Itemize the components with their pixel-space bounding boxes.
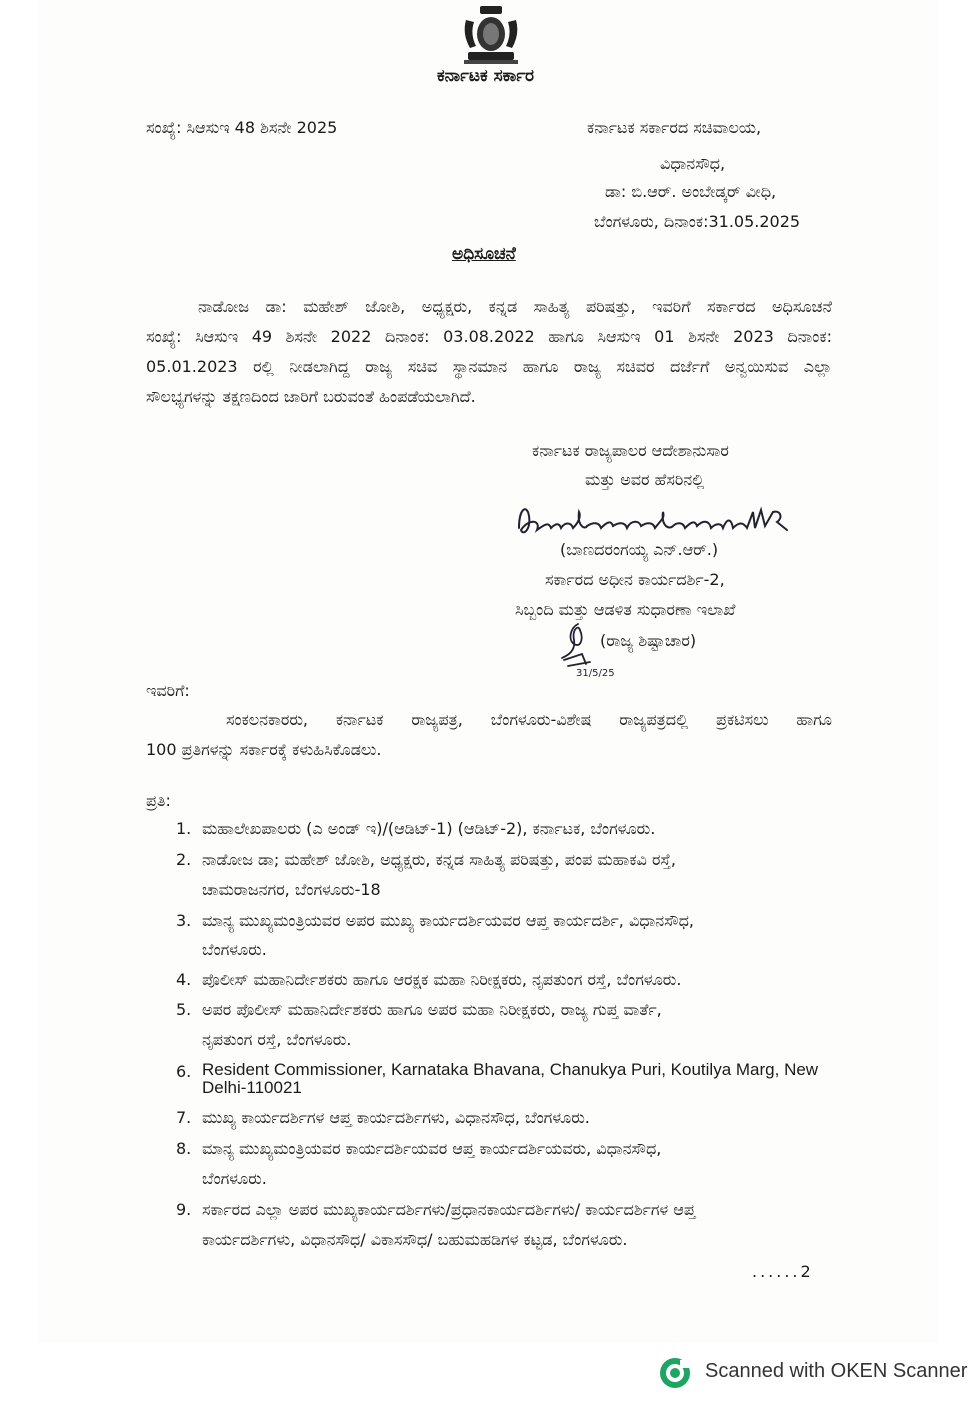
copy-item-line: ಸರ್ಕಾರದ ಎಲ್ಲಾ ಅಪರ ಮುಖ್ಯಕಾರ್ಯದರ್ಶಿಗಳು/ಪ್ರಧಾನಕಾರ್ಯದರ್ಶಿಗಳು/ ಕಾರ್ಯದರ್ಶಿಗಳ ಆಪ್ತ — [202, 1200, 696, 1219]
signature-image — [515, 498, 835, 542]
address-line-2: ವಿಧಾನಸೌಧ, — [660, 154, 726, 173]
copy-item-line: ಅಪರ ಪೊಲೀಸ್ ಮಹಾನಿರ್ದೇಶಕರು ಹಾಗೂ ಅಪರ ಮಹಾ ನಿರೀಕ್ಷಕರು, ರಾಜ್ಯ ಗುಪ್ತ ವಾರ್ತೆ, — [202, 1000, 662, 1019]
governor-order-line: ಕರ್ನಾಟಕ ರಾಜ್ಯಪಾಲರ ಆದೇಶಾನುಸಾರ — [532, 441, 729, 460]
officer-name: (ಬಾಣದರಂಗಯ್ಯ ಎನ್.ಆರ್.) — [560, 540, 719, 559]
copy-item-line: Resident Commissioner, Karnataka Bhavana, Chanukya Puri, Koutilya Marg, New — [202, 1060, 819, 1079]
to-line: 100 ಪ್ರತಿಗಳನ್ನು ಸರ್ಕಾರಕ್ಕೆ ಕಳುಹಿಸಿಕೊಡಲು. — [146, 740, 382, 759]
copy-item-line: ಮಹಾಲೇಖಪಾಲರು (ಎ ಅಂಡ್ ಇ)/(ಆಡಿಟ್-1) (ಆಡಿಟ್-2), ಕರ್ನಾಟಕ, ಬೆಂಗಳೂರು. — [202, 819, 656, 838]
officer-section: (ರಾಜ್ಯ ಶಿಷ್ಟಾಚಾರ) — [600, 631, 697, 650]
copy-item-line: ಮುಖ್ಯ ಕಾರ್ಯದರ್ಶಿಗಳ ಆಪ್ತ ಕಾರ್ಯದರ್ಶಿಗಳು, ವಿಧಾನಸೌಧ, ಬೆಂಗಳೂರು. — [202, 1108, 590, 1127]
notification-title: ಅಧಿಸೂಚನೆ — [452, 244, 516, 264]
government-heading: ಕರ್ನಾಟಕ ಸರ್ಕಾರ — [437, 66, 535, 86]
copy-item-line: ನೃಪತುಂಗ ರಸ್ತೆ, ಬೆಂಗಳೂರು. — [202, 1030, 352, 1049]
copy-item-line: Delhi-110021 — [202, 1078, 302, 1097]
to-line: ಸಂಕಲನಕಾರರು, ಕರ್ನಾಟಕ ರಾಜ್ಯಪತ್ರ, ಬೆಂಗಳೂರು-ವಿಶೇಷ ರಾಜ್ಯಪತ್ರದಲ್ಲಿ ಪ್ರಕಟಿಸಲು ಹಾಗೂ — [226, 710, 832, 729]
copy-item-line: ನಾಡೋಜ ಡಾ; ಮಹೇಶ್ ಜೋಶಿ, ಅಧ್ಯಕ್ಷರು, ಕನ್ನಡ ಸಾಹಿತ್ಯ ಪರಿಷತ್ತು, ಪಂಪ ಮಹಾಕವಿ ರಸ್ತೆ, — [202, 850, 676, 869]
copy-item-line: ಬೆಂಗಳೂರು. — [202, 940, 267, 959]
copy-item-number: 8. — [176, 1139, 192, 1158]
to-label: ಇವರಿಗೆ: — [146, 681, 190, 700]
governor-name-line: ಮತ್ತು ಅವರ ಹೆಸರಿನಲ್ಲಿ — [585, 470, 705, 489]
copy-item-number: 6. — [176, 1062, 192, 1081]
copy-item-number: 4. — [176, 970, 192, 989]
copy-item-line: ಕಾರ್ಯದರ್ಶಿಗಳು, ವಿಧಾನಸೌಧ/ ವಿಕಾಸಸೌಧ/ ಬಹುಮಹಡಿಗಳ ಕಟ್ಟಡ, ಬೆಂಗಳೂರು. — [202, 1230, 628, 1249]
date-line: ಬೆಂಗಳೂರು, ದಿನಾಂಕ:31.05.2025 — [594, 212, 801, 231]
body-line: ನಾಡೋಜ ಡಾ: ಮಹೇಶ್ ಜೋಶಿ, ಅಧ್ಯಕ್ಷರು, ಕನ್ನಡ ಸಾಹಿತ್ಯ ಪರಿಷತ್ತು, ಇವರಿಗೆ ಸರ್ಕಾರದ ಅಧಿಸೂಚನೆ — [198, 297, 832, 316]
page-continuation: ......2 — [752, 1262, 814, 1281]
copy-item-line: ಚಾಮರಾಜನಗರ, ಬೆಂಗಳೂರು-18 — [202, 880, 381, 899]
scanner-watermark-text: Scanned with OKEN Scanner — [705, 1360, 968, 1382]
copy-item-number: 5. — [176, 1000, 192, 1019]
notification-body — [146, 292, 832, 412]
to-paragraph — [146, 705, 832, 765]
copy-item-line: ಮಾನ್ಯ ಮುಖ್ಯಮಂತ್ರಿಯವರ ಅಪರ ಮುಖ್ಯ ಕಾರ್ಯದರ್ಶಿಯವರ ಆಪ್ತ ಕಾರ್ಯದರ್ಶಿ, ವಿಧಾನಸೌಧ, — [202, 911, 695, 930]
body-line: 05.01.2023 ರಲ್ಲಿ ನೀಡಲಾಗಿದ್ದ ರಾಜ್ಯ ಸಚಿವ ಸ್ಥಾನಮಾನ ಹಾಗೂ ರಾಜ್ಯ ಸಚಿವರ ದರ್ಜೆಗೆ ಅನ್ವಯಿಸುವ ಎಲ್ಲಾ — [146, 357, 832, 376]
copy-label: ಪ್ರತಿ: — [146, 791, 171, 810]
body-line: ಸೌಲಭ್ಯಗಳನ್ನು ತಕ್ಷಣದಿಂದ ಜಾರಿಗೆ ಬರುವಂತೆ ಹಿಂಪಡೆಯಲಾಗಿದೆ. — [146, 387, 476, 406]
copy-item-number: 1. — [176, 819, 192, 838]
address-line-3: ಡಾ: ಬಿ.ಆರ್. ಅಂಬೇಡ್ಕರ್ ವೀಧಿ, — [605, 182, 777, 201]
initial-date: 31/5/25 — [576, 668, 615, 678]
copy-item-line: ಪೊಲೀಸ್ ಮಹಾನಿರ್ದೇಶಕರು ಹಾಗೂ ಆರಕ್ಷಕ ಮಹಾ ನಿರೀಕ್ಷಕರು, ನೃಪತುಂಗ ರಸ್ತೆ, ಬೆಂಗಳೂರು. — [202, 970, 682, 989]
oken-scanner-logo-icon — [658, 1356, 692, 1390]
copy-item-number: 9. — [176, 1200, 192, 1219]
copy-item-number: 7. — [176, 1108, 192, 1127]
copy-item-line: ಮಾನ್ಯ ಮುಖ್ಯಮಂತ್ರಿಯವರ ಕಾರ್ಯದರ್ಶಿಯವರ ಆಪ್ತ ಕಾರ್ಯದರ್ಶಿಯವರು, ವಿಧಾನಸೌಧ, — [202, 1139, 662, 1158]
reference-number: ಸಂಖ್ಯೆ: ಸಿಆಸುಇ 48 ಶಿಸನೇ 2025 — [146, 118, 338, 137]
state-emblem-icon — [460, 6, 522, 64]
copy-item-line: ಬೆಂಗಳೂರು. — [202, 1169, 267, 1188]
address-line-1: ಕರ್ನಾಟಕ ಸರ್ಕಾರದ ಸಚಿವಾಲಯ, — [587, 118, 762, 137]
officer-designation: ಸರ್ಕಾರದ ಅಧೀನ ಕಾರ್ಯದರ್ಶಿ-2, — [545, 570, 725, 589]
copy-item-number: 3. — [176, 911, 192, 930]
copy-item-number: 2. — [176, 850, 192, 869]
officer-department: ಸಿಬ್ಬಂದಿ ಮತ್ತು ಆಡಳಿತ ಸುಧಾರಣಾ ಇಲಾಖೆ — [515, 600, 736, 619]
body-line: ಸಂಖ್ಯೆ: ಸಿಆಸುಇ 49 ಶಿಸನೇ 2022 ದಿನಾಂಕ: 03.08.2022 ಹಾಗೂ ಸಿಆಸುಇ 01 ಶಿಸನೇ 2023 ದಿನಾಂಕ: — [146, 327, 832, 346]
